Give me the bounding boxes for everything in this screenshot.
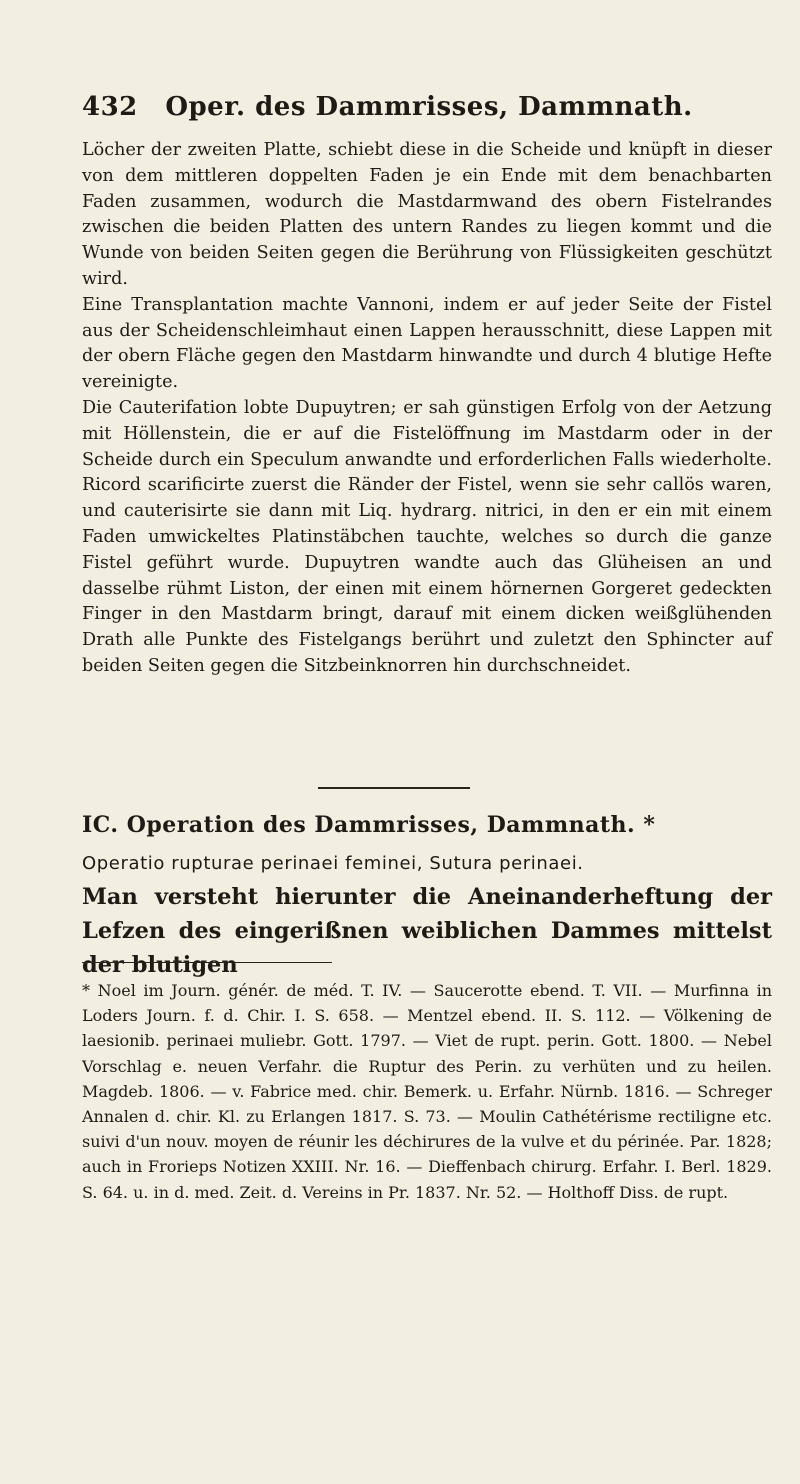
page-number: 432	[82, 92, 138, 122]
section-subheading: Operatio rupturae perinaei feminei, Sutura perinaei.	[82, 853, 584, 874]
footnote: * Noel im Journ. génér. de méd. T. IV. — Saucerotte ebend. T. VII. — Murfinna in Loders Journ. f. d. Chir. I. S. 658. — Mentzel ebend. II. S. 112. — Völkening de laesionib. perinaei muliebr. Gott. 1797. — Viet de rupt. perin. Gott. 1800. — Nebel Vorschlag e. neuen Verfahr. die Ruptur des Perin. zu verhüten und zu heilen. Magdeb. 1806. — v. Fabrice med. chir. Bemerk. u. Erfahr. Nürnb. 1816. — Schreger Annalen d. chir. Kl. zu Erlangen 1817. S. 73. — Moulin Cathétérisme rectiligne etc. suivi d'un nouv. moyen de réunir les déchirures de la vulve et du périnée. Par. 1828; auch in Frorieps Notizen XXIII. Nr. 16. — Dieffenbach chirurg. Erfahr. I. Berl. 1829. S. 64. u. in d. med. Zeit. d. Vereins in Pr. 1837. Nr. 52. — Holthoff Diss. de rupt.	[82, 981, 772, 1202]
body-text	[82, 138, 772, 680]
page-header	[82, 92, 742, 122]
section-lead-text: Man versteht hierunter die Aneinanderheftung der Lefzen des eingerißnen weiblichen Dammes mittelst der blutigen	[82, 884, 772, 978]
section-divider	[318, 787, 470, 789]
paragraph: Die Cauterifation lobte Dupuytren; er sah günstigen Erfolg von der Aetzung mit Höllenstein, die er auf die Fistelöffnung im Mastdarm oder in der Scheide durch ein Speculum anwandte und erforderlichen Falls wiederholte. Ricord scarificirte zuerst die Ränder der Fistel, wenn sie sehr callös waren, und cauterisirte sie dann mit Liq. hydrarg. nitrici, in den er ein mit einem Faden umwickeltes Platinstäbchen tauchte, welches so durch die ganze Fistel geführt wurde. Dupuytren wandte auch das Glüheisen an und dasselbe rühmt Liston, der einen mit einem hörnernen Gorgeret gedeckten Finger in den Mastdarm bringt, darauf mit einem dicken weißglühenden Drath alle Punkte des Fistelgangs berührt und zuletzt den Sphincter auf beiden Seiten gegen die Sitzbeinknorren hin durchschneidet.	[82, 397, 772, 676]
paragraph: Löcher der zweiten Platte, schiebt diese in die Scheide und knüpft in dieser von dem mittleren doppelten Faden je ein Ende mit dem benachbarten Faden zusammen, wodurch die Mastdarmwand des obern Fistelrandes zwischen die beiden Platten des untern Randes zu liegen kommt und die Wunde von beiden Seiten gegen die Berührung von Flüssigkeiten geschützt wird.	[82, 140, 772, 289]
running-title: Oper. des Dammrisses, Dammnath.	[165, 92, 693, 122]
paragraph: Eine Transplantation machte Vannoni, indem er auf jeder Seite der Fistel aus der Scheidenschleimhaut einen Lappen herausschnitt, diese Lappen mit der obern Fläche gegen den Mastdarm hinwandte und durch 4 blutige Hefte vereinigte.	[82, 294, 772, 393]
section-heading: IC. Operation des Dammrisses, Dammnath. *	[82, 812, 656, 838]
footnote-rule	[82, 962, 332, 963]
